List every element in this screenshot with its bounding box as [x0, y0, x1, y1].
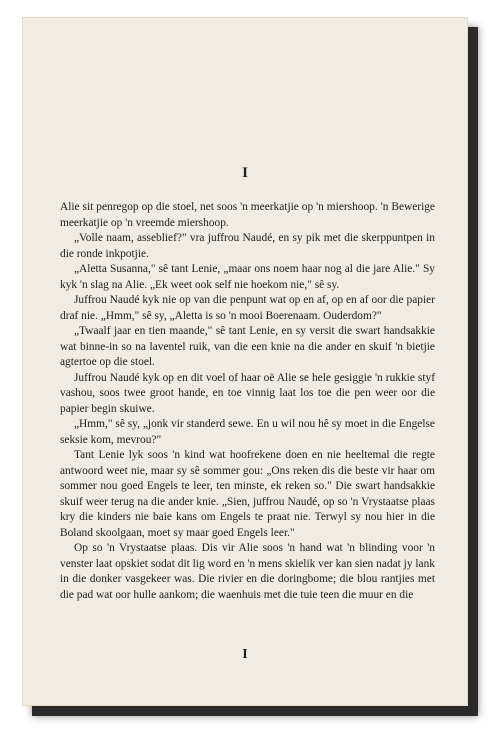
- paragraph-9: Op so 'n Vrystaatse plaas. Dis vir Alie soos 'n hand wat 'n blinding voor 'n venster laat opskiet sodat dit lig word en 'n mens skielik ver kan sien nadat jy lank in die donker vasgekeer was. Die rivier en die doringbome; die blou rantjies met die pad wat oor hulle aankom; die waenhuis met die tuie teen die muur en die: [60, 542, 435, 601]
- paragraph-3: „Aletta Susanna," sê tant Lenie, „maar ons noem haar nog al die jare Alie." Sy kyk 'n slag na Alie. „Ek weet ook self nie hoekom nie," sê sy.: [60, 263, 435, 291]
- paragraph-4: Juffrou Naudé kyk nie op van die penpunt wat op en af, op en af oor die papier draf nie. „Hmm," sê sy, „Aletta is so 'n mooi Boerenaam. Ouderdom?": [60, 294, 435, 322]
- paragraph-2: „Volle naam, asseblief?" vra juffrou Naudé, en sy pik met die skerppuntpen in die ronde inkpotjie.: [60, 232, 435, 260]
- paragraph-6: Juffrou Naudé kyk op en dit voel of haar oë Alie se hele gesiggie 'n rukkie styf vashou, soos twee groot hande, en toe vinnig laat los toe die pen weer oor die papier begin skuiwe.: [60, 371, 435, 415]
- paragraph-5: „Twaalf jaar en tien maande," sê tant Lenie, en sy versit die swart handsakkie wat binne-in so na laventel ruik, van die een knie na die ander en skuif 'n bietjie agtertoe op die stoel.: [60, 325, 435, 368]
- chapter-number: I: [242, 165, 248, 181]
- paragraph-7: „Hmm," sê sy, „jonk vir standerd sewe. En u wil nou hê sy moet in die Engelse seksie kom, mevrou?": [60, 418, 435, 446]
- body-text: [60, 200, 435, 603]
- page-number: I: [242, 647, 248, 662]
- paragraph-8: Tant Lenie lyk soos 'n kind wat hoofrekene doen en nie heeltemal die regte antwoord weet nie, maar sy sê sommer gou: „Ons reken dis die beste vir haar om sommer nou goed Engels te leer, ten minste, ek reken so." Die swart handsakkie skuif weer terug na die ander knie. „Sien, juffrou Naudé, op so 'n Vrystaatse plaas kry die kinders nie baie kans om Engels te praat nie. Terwyl sy nou hier in die Boland skoolgaan, moet sy maar goed Engels leer.": [60, 449, 435, 539]
- book-page: [22, 17, 468, 706]
- paragraph-1: Alie sit penregop op die stoel, net soos 'n meerkatjie op 'n miershoop. 'n Bewerige meerkatjie op 'n vreemde miershoop.: [60, 201, 435, 229]
